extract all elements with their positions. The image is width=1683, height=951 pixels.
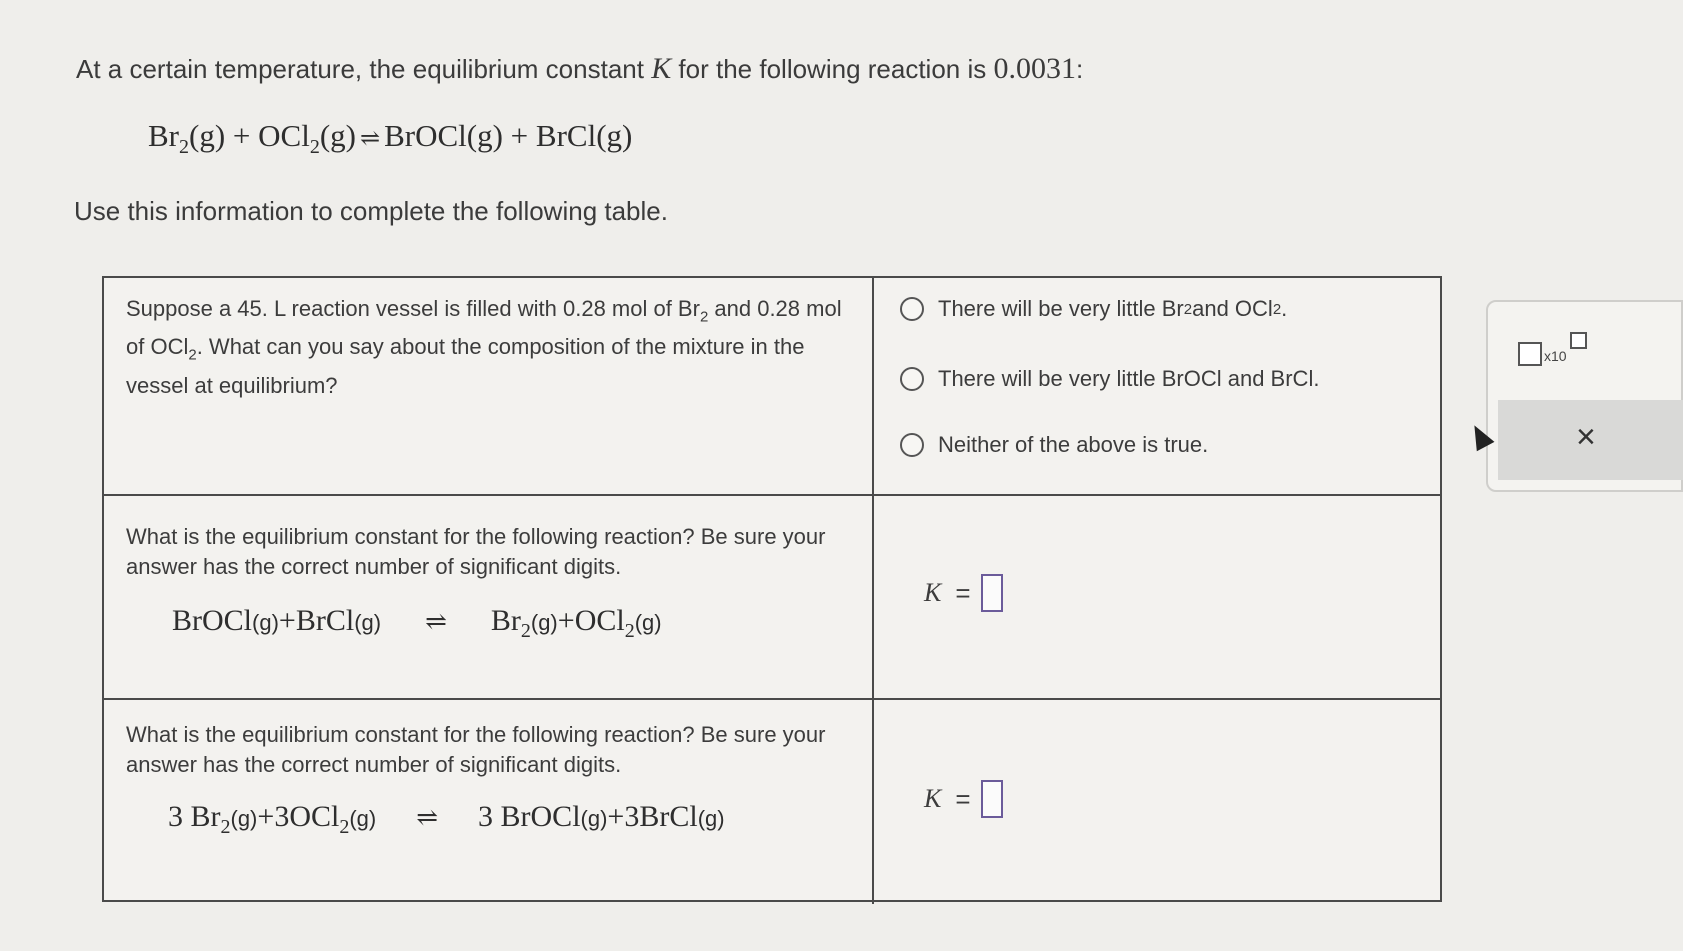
reactant-ocl-phase: (g) (319, 118, 356, 153)
species: OCl (289, 800, 340, 833)
subscript: 2 (699, 308, 709, 326)
subscript: 2 (520, 620, 531, 642)
table-row (104, 496, 1440, 700)
instructions: Use this information to complete the following table. (74, 196, 668, 226)
phase: (g) (697, 806, 725, 831)
x10-label: x10 (1544, 348, 1567, 364)
plus-sign: + (607, 800, 625, 833)
option-label: There will be very little Br (938, 296, 1184, 321)
species: OCl (574, 604, 625, 637)
k-answer-tripled (924, 780, 1003, 818)
radio-button[interactable] (900, 433, 924, 457)
k-label: K (924, 784, 942, 813)
question-tripled-k: What is the equilibrium constant for the following reaction? Be sure your answer has the correct number of significant digits. (126, 722, 826, 777)
close-icon: × (1576, 418, 1596, 456)
column-divider (872, 496, 874, 698)
phase: (g) (634, 610, 662, 635)
option-neither[interactable] (900, 432, 1208, 458)
k-input-reverse[interactable] (981, 574, 1003, 612)
phase: (g) (530, 610, 558, 635)
k-label: K (924, 578, 942, 607)
option-label: . (1281, 296, 1288, 321)
reactant-br-subscript: 2 (179, 136, 189, 159)
table-row (104, 700, 1440, 904)
scientific-notation-button[interactable] (1518, 332, 1590, 372)
equals-sign: = (955, 577, 971, 608)
coefficient: 3 (478, 800, 501, 833)
coefficient: 3 (274, 800, 290, 833)
coefficient: 3 (624, 800, 640, 833)
question-text: and 0.28 mol of OCl (126, 296, 842, 360)
k-input-tripled[interactable] (981, 780, 1003, 818)
intro-text-before: At a certain temperature, the equilibrium constant (76, 54, 652, 84)
phase: (g) (580, 806, 608, 831)
column-divider (872, 700, 874, 904)
plus-sign: + (225, 118, 259, 153)
species: BrCl (639, 800, 698, 833)
base-box-icon (1518, 342, 1542, 366)
equals-sign: = (955, 783, 971, 814)
intro-text-after: : (1075, 54, 1084, 84)
exponent-box-icon (1570, 332, 1587, 349)
phase: (g) (230, 806, 258, 831)
intro-text (76, 52, 1083, 86)
coefficient: 3 (168, 800, 191, 833)
table-row (104, 278, 1440, 496)
equilibrium-arrow: ⇌ (425, 607, 447, 636)
question-text: . What can you say about the composition of the mixture in the vessel at equilibrium? (126, 334, 805, 398)
column-divider (872, 278, 874, 494)
equilibrium-arrow: ⇌ (359, 126, 381, 152)
phase: (g) (349, 806, 377, 831)
option-little-reactants[interactable] (900, 296, 1287, 322)
option-little-products[interactable] (900, 366, 1319, 392)
reactant-br: Br (148, 118, 179, 153)
phase: (g) (252, 610, 279, 635)
subscript: 2 (339, 816, 350, 838)
question-composition (126, 294, 856, 401)
subscript: 2 (1183, 300, 1193, 318)
answer-tools-panel (1486, 300, 1683, 492)
reverse-reaction (172, 604, 662, 643)
question-reverse-k: What is the equilibrium constant for the following reaction? Be sure your answer has the correct number of significant digits. (126, 524, 826, 579)
species: BrOCl (172, 604, 253, 637)
reactant-br-phase: (g) (189, 118, 226, 153)
subscript: 2 (188, 346, 197, 364)
main-reaction (148, 118, 632, 159)
k-answer-reverse (924, 574, 1003, 612)
subscript: 2 (1272, 300, 1282, 318)
question-text: Suppose a 45. L reaction vessel is filled with 0.28 mol of Br (126, 296, 700, 321)
plus-sign: + (502, 118, 536, 153)
plus-sign: + (557, 604, 575, 637)
product-brocl: BrOCl(g) (384, 118, 503, 153)
option-label: and OCl (1192, 296, 1273, 321)
radio-button[interactable] (900, 367, 924, 391)
k-symbol: K (651, 52, 672, 85)
species: BrOCl (500, 800, 581, 833)
intro-text-middle: for the following reaction is (671, 54, 994, 84)
species: Br (490, 604, 521, 637)
tripled-reaction (168, 800, 725, 839)
clear-button[interactable] (1498, 400, 1683, 480)
species: Br (190, 800, 221, 833)
reactant-ocl: OCl (258, 118, 310, 153)
question-table (102, 276, 1442, 902)
plus-sign: + (257, 800, 275, 833)
subscript: 2 (624, 620, 635, 642)
radio-button[interactable] (900, 297, 924, 321)
phase: (g) (354, 610, 382, 635)
species: BrCl (295, 604, 355, 637)
product-brcl: BrCl(g) (535, 118, 633, 153)
plus-sign: + (278, 604, 296, 637)
reactant-ocl-subscript: 2 (309, 136, 320, 159)
option-label: There will be very little BrOCl and BrCl. (938, 366, 1320, 391)
subscript: 2 (220, 816, 231, 838)
equilibrium-arrow: ⇌ (416, 803, 439, 832)
option-label: Neither of the above is true. (938, 432, 1209, 457)
k-value: 0.0031 (993, 52, 1076, 85)
